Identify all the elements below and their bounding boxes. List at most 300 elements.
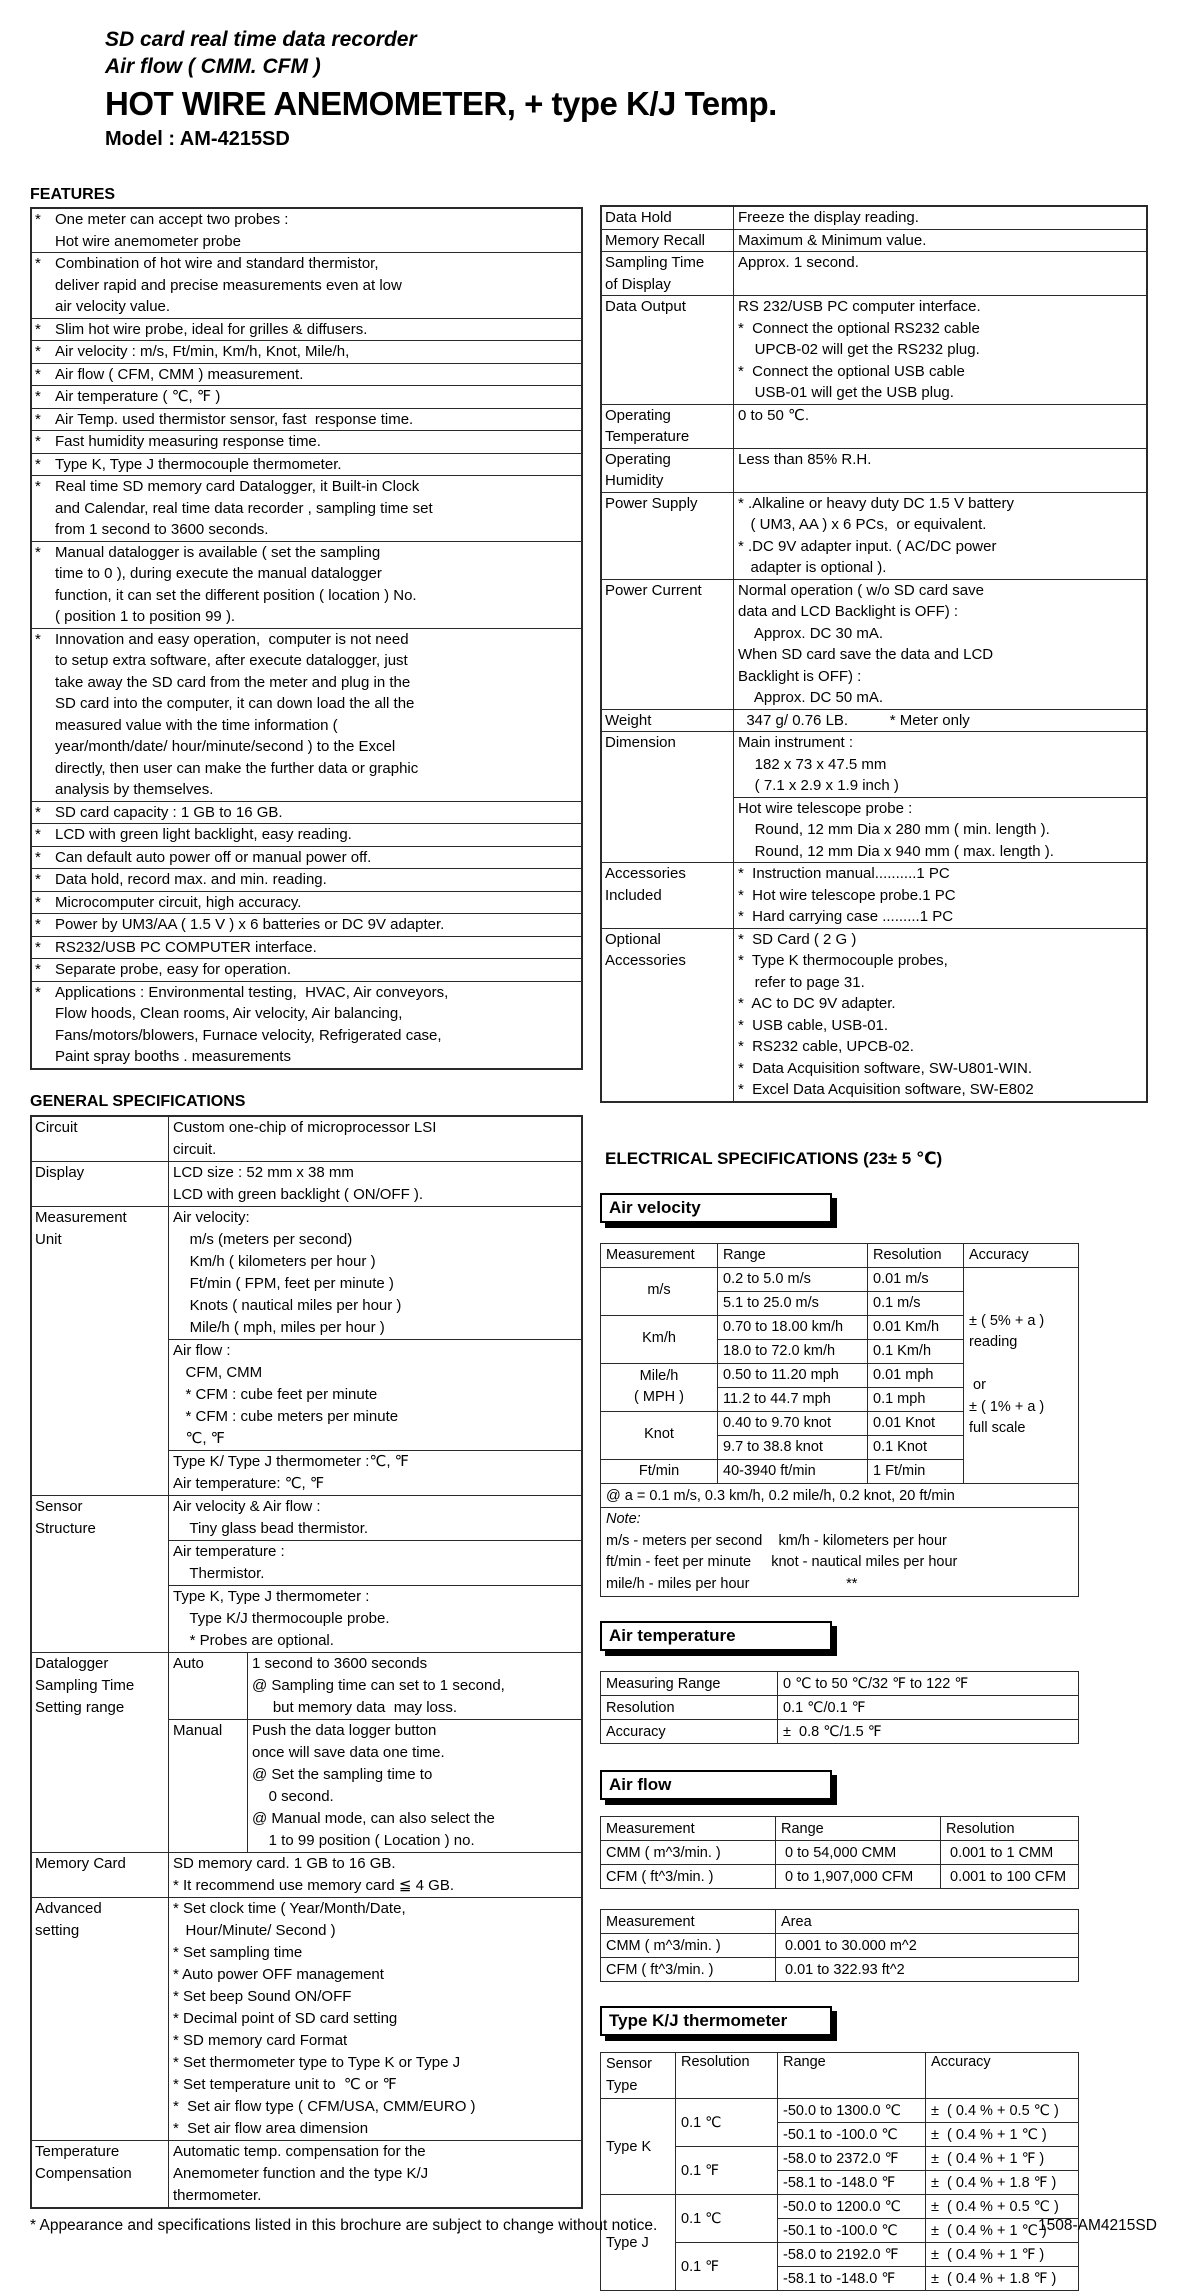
spec-cells: [734, 296, 1146, 404]
text-line: m/s - meters per second km/h - kilometers per hour: [606, 1532, 947, 1549]
table-cell: ± 0.8 ℃/1.5 ℉: [778, 1720, 1079, 1744]
accuracy-cell: [964, 1267, 1079, 1484]
asterisk: *: [35, 365, 41, 383]
table-cell: -50.0 to 1300.0 ℃: [778, 2099, 926, 2123]
feature-item: [32, 318, 581, 341]
general-heading: GENERAL SPECIFICATIONS: [30, 1092, 246, 1110]
table-cell: ± ( 0.4 % + 0.5 ℃ ): [926, 2195, 1079, 2219]
text-line: Approx. DC 50 mA.: [738, 689, 884, 706]
spec-cell: [734, 296, 1146, 404]
text-line: * SD Card ( 2 G ): [738, 930, 857, 948]
table-cell: 0.001 to 100 CFM: [941, 1865, 1079, 1889]
resolution-cell: 0.1 ℉: [676, 2243, 778, 2291]
text-line: ℃, ℉: [173, 1429, 225, 1447]
feature-item: [32, 628, 581, 801]
text-line: Mile/h ( mph, miles per hour ): [173, 1318, 385, 1336]
text-line: Type K, Type J thermocouple thermometer.: [55, 455, 342, 473]
text-line: Ft/min ( FPM, feet per minute ): [173, 1274, 394, 1292]
text-line: Air temperature :: [173, 1542, 285, 1560]
spec-cell: [169, 1898, 581, 2140]
text-line: ( UM3, AA ) x 6 PCs, or equivalent.: [738, 516, 987, 533]
model-label: Model : AM-4215SD: [105, 128, 290, 150]
text-line: Microcomputer circuit, high accuracy.: [55, 893, 302, 911]
table-cell: Accuracy: [601, 1720, 778, 1744]
text-line: circuit.: [173, 1140, 217, 1158]
text-line: USB-01 will get the USB plug.: [738, 384, 954, 401]
page-title: HOT WIRE ANEMOMETER, + type K/J Temp.: [105, 85, 777, 122]
table-cell: 0.40 to 9.70 knot: [718, 1411, 868, 1435]
text-line: Air temperature ( ℃, ℉ ): [55, 388, 221, 405]
table-cell: 0.1 Knot: [868, 1435, 964, 1459]
spec-label: [602, 929, 734, 1101]
text-line: directly, then user can make the further data or graphic: [55, 759, 419, 777]
text-line: reading: [969, 1334, 1018, 1351]
spec-cells: [169, 1853, 581, 1897]
table-cell: -50.1 to -100.0 ℃: [778, 2123, 926, 2147]
spec-row: [602, 862, 1146, 928]
text-line: SD card into the computer, it can down load the all the: [55, 695, 415, 712]
text-line: Datalogger: [35, 1654, 109, 1672]
text-line: Separate probe, easy for operation.: [55, 961, 291, 978]
spec-cell: [734, 929, 1146, 1101]
spec-row: [602, 492, 1146, 579]
text-line: Operating: [605, 406, 671, 424]
features-table: [30, 207, 583, 1070]
text-line: * CFM : cube meters per minute: [173, 1407, 399, 1425]
text-line: Display: [35, 1163, 85, 1181]
text-line: * .Alkaline or heavy duty DC 1.5 V battery: [738, 494, 1014, 512]
spec-cells: [169, 1162, 581, 1206]
spec-lines: [248, 1720, 581, 1852]
text-line: Sensor: [35, 1497, 83, 1515]
table-cell: 0.01 Km/h: [868, 1315, 964, 1339]
text-line: Combination of hot wire and standard thermistor,: [55, 255, 379, 272]
table-header-cell: Measurement: [601, 1910, 776, 1934]
text-line: Fans/motors/blowers, Furnace velocity, Refrigerated case,: [55, 1026, 442, 1044]
spec-row: [602, 404, 1146, 448]
spec-cells: [734, 449, 1146, 492]
text-line: @ Sampling time can set to 1 second,: [252, 1676, 505, 1694]
text-line: Custom one-chip of microprocessor LSI: [173, 1118, 437, 1136]
text-line: Circuit: [35, 1118, 78, 1136]
spec-label: [602, 732, 734, 862]
text-line: 347 g/ 0.76 LB. * Meter only: [738, 711, 970, 729]
feature-text: [55, 892, 581, 914]
text-line: function, it can set the different position ( location ) No.: [55, 586, 417, 604]
text-line: SD memory card. 1 GB to 16 GB.: [173, 1854, 396, 1872]
text-line: Dimension: [605, 734, 676, 751]
table-cell: ± ( 0.4 % + 1.8 ℉ ): [926, 2171, 1079, 2195]
text-line: setting: [35, 1921, 80, 1939]
text-line: * Set air flow area dimension: [173, 2119, 369, 2137]
air-velocity-table: [600, 1243, 1079, 1598]
table-cell: ± ( 0.4 % + 1 ℉ ): [926, 2147, 1079, 2171]
spec-cell: [169, 1450, 581, 1495]
table-cell: ± ( 0.4 % + 0.5 ℃ ): [926, 2099, 1079, 2123]
asterisk: *: [35, 388, 41, 405]
asterisk: *: [35, 410, 41, 428]
asterisk: *: [35, 848, 41, 866]
table-cell: -58.1 to -148.0 ℉: [778, 2267, 926, 2291]
spec-cells: [734, 405, 1146, 448]
text-line: Type: [606, 2077, 638, 2094]
text-line: Data hold, record max. and min. reading.: [55, 871, 327, 888]
resolution-cell: 0.1 ℃: [676, 2099, 778, 2147]
text-line: Type K/J thermocouple probe.: [173, 1609, 390, 1627]
table-cell: 11.2 to 44.7 mph: [718, 1387, 868, 1411]
spec-cells: [169, 1117, 581, 1161]
spec-cell: [734, 405, 1146, 448]
table-cell: -58.0 to 2372.0 ℉: [778, 2147, 926, 2171]
feature-item: [32, 958, 581, 981]
text-line: Accessories: [605, 952, 686, 969]
table-cell: 0.1 ℃/0.1 ℉: [778, 1696, 1079, 1720]
text-line: Unit: [35, 1230, 62, 1248]
table-cell: 0 ℃ to 50 ℃/32 ℉ to 122 ℉: [778, 1672, 1079, 1696]
table-cell: -58.1 to -148.0 ℉: [778, 2171, 926, 2195]
spec-label: [602, 449, 734, 492]
feature-item: [32, 363, 581, 386]
spec-label: [32, 2141, 169, 2207]
sensor-type-cell: Type K: [601, 2099, 676, 2195]
text-line: Freeze the display reading.: [738, 209, 919, 226]
table-cell: 0.70 to 18.00 km/h: [718, 1315, 868, 1339]
spec-cells: [734, 252, 1146, 295]
spec-row: [32, 1652, 581, 1852]
text-line: Air velocity & Air flow :: [173, 1497, 321, 1515]
asterisk: *: [35, 893, 41, 911]
text-line: * USB cable, USB-01.: [738, 1016, 889, 1034]
text-line: Slim hot wire probe, ideal for grilles & diffusers.: [55, 320, 368, 338]
text-line: ft/min - feet per minute knot - nautical miles per hour: [606, 1554, 958, 1570]
spec-cell: [734, 449, 1146, 492]
text-line: analysis by themselves.: [55, 781, 214, 798]
table-cell: 0.01 m/s: [868, 1267, 964, 1291]
asterisk: *: [35, 871, 41, 888]
air-flow-area-table: [600, 1909, 1079, 1982]
text-line: Paint spray booths . measurements: [55, 1048, 291, 1065]
text-line: Humidity: [605, 472, 664, 489]
table-header-cell: Accuracy: [964, 1243, 1079, 1267]
spec-label: [32, 1496, 169, 1652]
spec-cells: [169, 1207, 581, 1495]
text-line: data and LCD Backlight is OFF) :: [738, 603, 959, 620]
text-line: Km/h ( kilometers per hour ): [173, 1252, 376, 1270]
right-column: [600, 205, 1148, 2291]
spec-label: [602, 230, 734, 252]
spec-cells: [734, 230, 1146, 252]
text-line: Type K, Type J thermometer :: [173, 1587, 370, 1605]
spec-cell: [734, 710, 1146, 732]
text-line: * Set thermometer type to Type K or Type J: [173, 2053, 461, 2071]
feature-item: [32, 981, 581, 1068]
text-line: * Auto power OFF management: [173, 1965, 384, 1983]
spec-key: Auto: [169, 1653, 248, 1719]
text-line: Sensor: [606, 2056, 652, 2072]
text-line: Measurement: [35, 1208, 127, 1226]
feature-item: [32, 475, 581, 541]
text-line: * Type K thermocouple probes,: [738, 952, 948, 969]
text-line: RS 232/USB PC computer interface.: [738, 298, 981, 315]
footer-note: * Appearance and specifications listed in this brochure are subject to change without notice.: [30, 2217, 658, 2234]
asterisk: *: [35, 433, 41, 450]
spec-row: [32, 1117, 581, 1161]
text-line: Operating: [605, 450, 671, 468]
spec-row: [602, 928, 1146, 1101]
feature-text: [55, 476, 581, 541]
feature-text: [55, 959, 581, 981]
table-header-cell: Accuracy: [926, 2053, 1079, 2099]
spec-label: [602, 863, 734, 928]
asterisk: *: [35, 478, 41, 495]
feature-item: [32, 936, 581, 959]
air-temperature-box: Air temperature: [600, 1621, 832, 1651]
text-line: Power Supply: [605, 494, 698, 512]
measurement-cell: [601, 1315, 718, 1363]
text-line: Innovation and easy operation, computer is not need: [55, 630, 409, 648]
measurement-cell: [601, 1411, 718, 1459]
text-line: Round, 12 mm Dia x 280 mm ( min. length ).: [738, 821, 1050, 838]
text-line: Air Temp. used thermistor sensor, fast response time.: [55, 410, 414, 428]
feature-item: [32, 868, 581, 891]
text-line: * CFM : cube feet per minute: [173, 1385, 378, 1403]
table-cell: Measuring Range: [601, 1672, 778, 1696]
text-line: * Connect the optional USB cable: [738, 362, 965, 380]
text-line: Sampling Time: [605, 254, 705, 271]
asterisk: *: [35, 961, 41, 978]
spec-row: [32, 1495, 581, 1652]
table-cell: 0.2 to 5.0 m/s: [718, 1267, 868, 1291]
text-line: ( MPH ): [634, 1389, 684, 1405]
spec-row: [602, 709, 1146, 732]
feature-text: [55, 431, 581, 453]
table-cell: 0.01 to 322.93 ft^2: [776, 1958, 1079, 1982]
text-line: adapter is optional ).: [738, 559, 887, 576]
spec-cell: [734, 797, 1146, 863]
text-line: Included: [605, 886, 662, 904]
features-heading: FEATURES: [30, 186, 116, 203]
text-line: Air velocity:: [173, 1208, 250, 1226]
feature-item: [32, 430, 581, 453]
text-line: Note:: [606, 1511, 641, 1527]
feature-item: [32, 823, 581, 846]
text-line: Air velocity : m/s, Ft/min, Km/h, Knot, Mile/h,: [55, 343, 350, 360]
text-line: Hour/Minute/ Second ): [173, 1921, 336, 1939]
asterisk: *: [35, 343, 41, 360]
text-line: Advanced: [35, 1899, 102, 1917]
feature-text: [55, 386, 581, 408]
table-header-cell: Range: [718, 1243, 868, 1267]
feature-text: [55, 914, 581, 936]
asterisk: *: [35, 983, 41, 1001]
text-line: Backlight is OFF) :: [738, 667, 862, 685]
feature-text: [55, 824, 581, 846]
text-line: ± ( 5% + a ): [969, 1312, 1045, 1329]
text-line: * Instruction manual..........1 PC: [738, 865, 950, 882]
feature-text: [55, 409, 581, 431]
text-line: Manual datalogger is available ( set the sampling: [55, 543, 381, 561]
spec-label: [602, 580, 734, 709]
spec-label: [602, 493, 734, 579]
table-header-cell: Measurement: [601, 1817, 776, 1841]
spec-row: [602, 229, 1146, 252]
spec-table: [600, 205, 1148, 1103]
text-line: * Hard carrying case .........1 PC: [738, 908, 954, 925]
text-line: Air flow ( CFM, CMM ) measurement.: [55, 365, 304, 383]
air-temperature-table: [600, 1671, 1079, 1744]
spec-cell: [169, 1853, 581, 1897]
resolution-cell: 0.1 ℃: [676, 2195, 778, 2243]
text-line: deliver rapid and precise measurements even at low: [55, 276, 402, 294]
table-cell: ± ( 0.4 % + 1 ℃ ): [926, 2123, 1079, 2147]
table-header-cell: Area: [776, 1910, 1079, 1934]
text-line: Accessories: [605, 865, 686, 882]
spec-cell: [734, 230, 1146, 252]
text-line: time to 0 ), during execute the manual datalogger: [55, 565, 382, 582]
table-cell: 5.1 to 25.0 m/s: [718, 1291, 868, 1315]
spec-cells: [734, 929, 1146, 1101]
table-cell: ± ( 0.4 % + 1 ℃ ): [926, 2219, 1079, 2243]
spec-cell: [169, 1540, 581, 1585]
spec-label: [32, 1207, 169, 1495]
table-cell: 0.50 to 11.20 mph: [718, 1363, 868, 1387]
text-line: * Set air flow type ( CFM/USA, CMM/EURO ): [173, 2097, 476, 2115]
feature-text: [55, 869, 581, 891]
text-line: Thermistor.: [173, 1564, 265, 1582]
text-line: * Hot wire telescope probe.1 PC: [738, 886, 956, 904]
text-line: Power Current: [605, 581, 702, 599]
spec-cell: [734, 732, 1146, 797]
text-line: or: [969, 1377, 986, 1394]
text-line: * Set clock time ( Year/Month/Date,: [173, 1899, 406, 1917]
spec-cell: [734, 252, 1146, 295]
spec-label: [32, 1162, 169, 1206]
text-line: ± ( 1% + a ): [969, 1398, 1045, 1415]
table-cell: 0.1 m/s: [868, 1291, 964, 1315]
spec-label: [32, 1898, 169, 2140]
asterisk: *: [35, 455, 41, 473]
spec-cells: [169, 1496, 581, 1652]
table-cell: ± ( 0.4 % + 1.8 ℉ ): [926, 2267, 1079, 2291]
feature-text: [55, 629, 581, 801]
text-line: Real time SD memory card Datalogger, it Built-in Clock: [55, 478, 420, 495]
text-line: [969, 1354, 1073, 1376]
measurement-cell: [601, 1363, 718, 1411]
text-line: Can default auto power off or manual power off.: [55, 848, 372, 866]
text-line: Memory Card: [35, 1854, 126, 1872]
table-header-cell: Resolution: [941, 1817, 1079, 1841]
spec-row: [602, 448, 1146, 492]
spec-cell: [169, 2141, 581, 2207]
text-line: Knot: [644, 1426, 674, 1443]
table-cell: CFM ( ft^3/min. ): [601, 1958, 776, 1982]
asterisk: *: [35, 916, 41, 933]
table-cell: 18.0 to 72.0 km/h: [718, 1339, 868, 1363]
text-line: LCD size : 52 mm x 38 mm: [173, 1163, 354, 1181]
text-line: Hot wire anemometer probe: [55, 232, 241, 250]
spec-row: [32, 1206, 581, 1495]
table-cell: ± ( 0.4 % + 1 ℉ ): [926, 2243, 1079, 2267]
feature-text: [55, 319, 581, 341]
text-line: Applications : Environmental testing, HVAC, Air conveyors,: [55, 983, 449, 1001]
asterisk: *: [35, 938, 41, 956]
text-line: * Connect the optional RS232 cable: [738, 319, 980, 337]
feature-item: [32, 846, 581, 869]
spec-cells: [734, 580, 1146, 709]
asterisk: *: [35, 543, 41, 561]
sensor-type-cell: Type J: [601, 2195, 676, 2291]
table-cell: Resolution: [601, 1696, 778, 1720]
air-flow-box: Air flow: [600, 1770, 832, 1800]
table-cell: 9.7 to 38.8 knot: [718, 1435, 868, 1459]
spec-row: [602, 251, 1146, 295]
text-line: @ Set the sampling time to: [252, 1765, 433, 1783]
text-line: When SD card save the data and LCD: [738, 646, 994, 663]
text-line: from 1 second to 3600 seconds.: [55, 521, 269, 538]
text-line: mile/h - miles per hour **: [606, 1575, 858, 1592]
table-cell: -50.0 to 1200.0 ℃: [778, 2195, 926, 2219]
text-line: 0 second.: [252, 1787, 334, 1805]
text-line: Temperature: [35, 2142, 120, 2160]
feature-item: [32, 385, 581, 408]
spec-cell: [169, 1207, 581, 1339]
spec-cells: [734, 732, 1146, 862]
spec-subrow: [169, 1653, 581, 1719]
spec-cells: [734, 493, 1146, 579]
spec-cells: [169, 1653, 581, 1852]
table-cell: 40-3940 ft/min: [718, 1459, 868, 1484]
spec-cells: [734, 863, 1146, 928]
feature-item: [32, 408, 581, 431]
resolution-cell: 0.1 ℉: [676, 2147, 778, 2195]
text-line: Knots ( nautical miles per hour ): [173, 1296, 402, 1314]
text-line: Structure: [35, 1519, 96, 1537]
spec-cell: [734, 863, 1146, 928]
electrical-heading: ELECTRICAL SPECIFICATIONS (23± 5 ℃): [605, 1148, 943, 1168]
table-cell: CMM ( m^3/min. ): [601, 1841, 776, 1865]
general-table: [30, 1115, 583, 2209]
table-cell: 0 to 1,907,000 CFM: [776, 1865, 941, 1889]
text-line: Memory Recall: [605, 231, 706, 249]
spec-row: [32, 2140, 581, 2207]
spec-cell: [734, 580, 1146, 709]
text-line: Temperature: [605, 428, 690, 445]
text-line: once will save data one time.: [252, 1743, 445, 1761]
text-line: * Decimal point of SD card setting: [173, 2009, 398, 2027]
text-line: RS232/USB PC COMPUTER interface.: [55, 938, 317, 956]
spec-label: [32, 1653, 169, 1852]
text-line: Hot wire telescope probe :: [738, 799, 913, 817]
text-line: ( 7.1 x 2.9 x 1.9 inch ): [738, 777, 899, 794]
table-cell: 0.001 to 1 CMM: [941, 1841, 1079, 1865]
feature-item: [32, 252, 581, 318]
spec-cells: [169, 1898, 581, 2140]
kj-box: Type K/J thermometer: [600, 2006, 832, 2036]
spec-cell: [169, 1585, 581, 1652]
table-cell: CFM ( ft^3/min. ): [601, 1865, 776, 1889]
text-line: of Display: [605, 275, 671, 293]
text-line: m/s: [647, 1282, 671, 1299]
measurement-cell: [601, 1459, 718, 1484]
asterisk: *: [35, 320, 41, 338]
text-line: Data Hold: [605, 209, 672, 226]
spec-cells: [169, 2141, 581, 2207]
feature-text: [55, 209, 581, 252]
text-line: year/month/date/ hour/minute/second ) to the Excel: [55, 738, 396, 755]
feature-text: [55, 364, 581, 386]
feature-text: [55, 937, 581, 959]
spec-cell: [169, 1339, 581, 1450]
